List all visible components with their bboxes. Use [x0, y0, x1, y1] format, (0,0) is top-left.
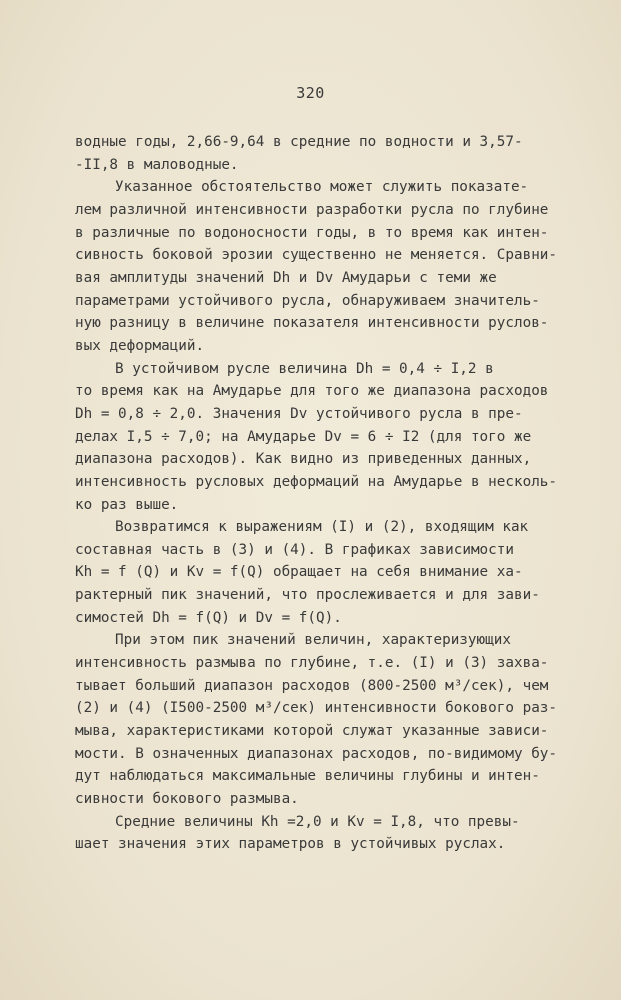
- text-line: вая амплитуды значений Dh и Dv Амударьи с теми же: [75, 269, 497, 286]
- text-line: делах I,5 ÷ 7,0; на Амударье Dv = 6 ÷ I2 (для того же: [75, 428, 532, 445]
- text-line: Dh = 0,8 ÷ 2,0. Значения Dv устойчивого русла в пре-: [75, 405, 523, 422]
- text-line: лем различной интенсивности разработки русла по глубине: [75, 201, 549, 218]
- text-line: (2) и (4) (I500-2500 м³/сек) интенсивности бокового раз-: [75, 700, 558, 717]
- text-line: мыва, характеристиками которой служат указанные зависи-: [75, 723, 549, 740]
- text-line: В устойчивом русле величина Dh = 0,4 ÷ I,2 в: [115, 360, 494, 377]
- text-line: шает значения этих параметров в устойчивых руслах.: [75, 836, 506, 853]
- page-number: 320: [296, 84, 325, 102]
- text-line: в различные по водоносности годы, в то время как интен-: [75, 224, 549, 241]
- text-line: мости. В означенных диапазонах расходов, по-видимому бу-: [75, 745, 558, 762]
- text-line: сивности бокового размыва.: [75, 791, 299, 808]
- text-line: -II,8 в маловодные.: [75, 156, 239, 173]
- text-line: вых деформаций.: [75, 337, 205, 354]
- text-line: тывает больший диапазон расходов (800-2500 м³/сек), чем: [75, 677, 549, 694]
- text-line: При этом пик значений величин, характеризующих: [115, 632, 511, 649]
- text-line: интенсивность размыва по глубине, т.е. (I) и (3) захва-: [75, 655, 549, 672]
- body-text: [75, 131, 585, 856]
- text-line: водные годы, 2,66-9,64 в средние по водности и 3,57-: [75, 134, 523, 150]
- text-line: ко раз выше.: [75, 496, 179, 513]
- text-line: Возвратимся к выражениям (I) и (2), входящим как: [115, 519, 529, 536]
- text-line: симостей Dh = f(Q) и Dv = f(Q).: [75, 609, 342, 626]
- text-line: диапазона расходов). Как видно из приведенных данных,: [75, 451, 532, 468]
- text-line: то время как на Амударье для того же диапазона расходов: [75, 383, 549, 400]
- text-line: параметрами устойчивого русла, обнаруживаем значитель-: [75, 292, 540, 309]
- text-line: рактерный пик значений, что прослеживается и для зави-: [75, 587, 540, 604]
- text-line: Средние величины Kh =2,0 и Kv = I,8, что превы-: [115, 813, 520, 830]
- text-line: ную разницу в величине показателя интенсивности руслов-: [75, 315, 549, 332]
- text-line: сивность боковой эрозии существенно не меняется. Сравни-: [75, 247, 558, 264]
- text-line: составная часть в (3) и (4). В графиках зависимости: [75, 541, 514, 558]
- text-line: Указанное обстоятельство может служить показате-: [115, 179, 529, 196]
- text-line: интенсивность русловых деформаций на Амударье в несколь-: [75, 473, 558, 490]
- text-line: дут наблюдаться максимальные величины глубины и интен-: [75, 768, 540, 785]
- text-line: Kh = f (Q) и Kv = f(Q) обращает на себя внимание ха-: [75, 564, 523, 581]
